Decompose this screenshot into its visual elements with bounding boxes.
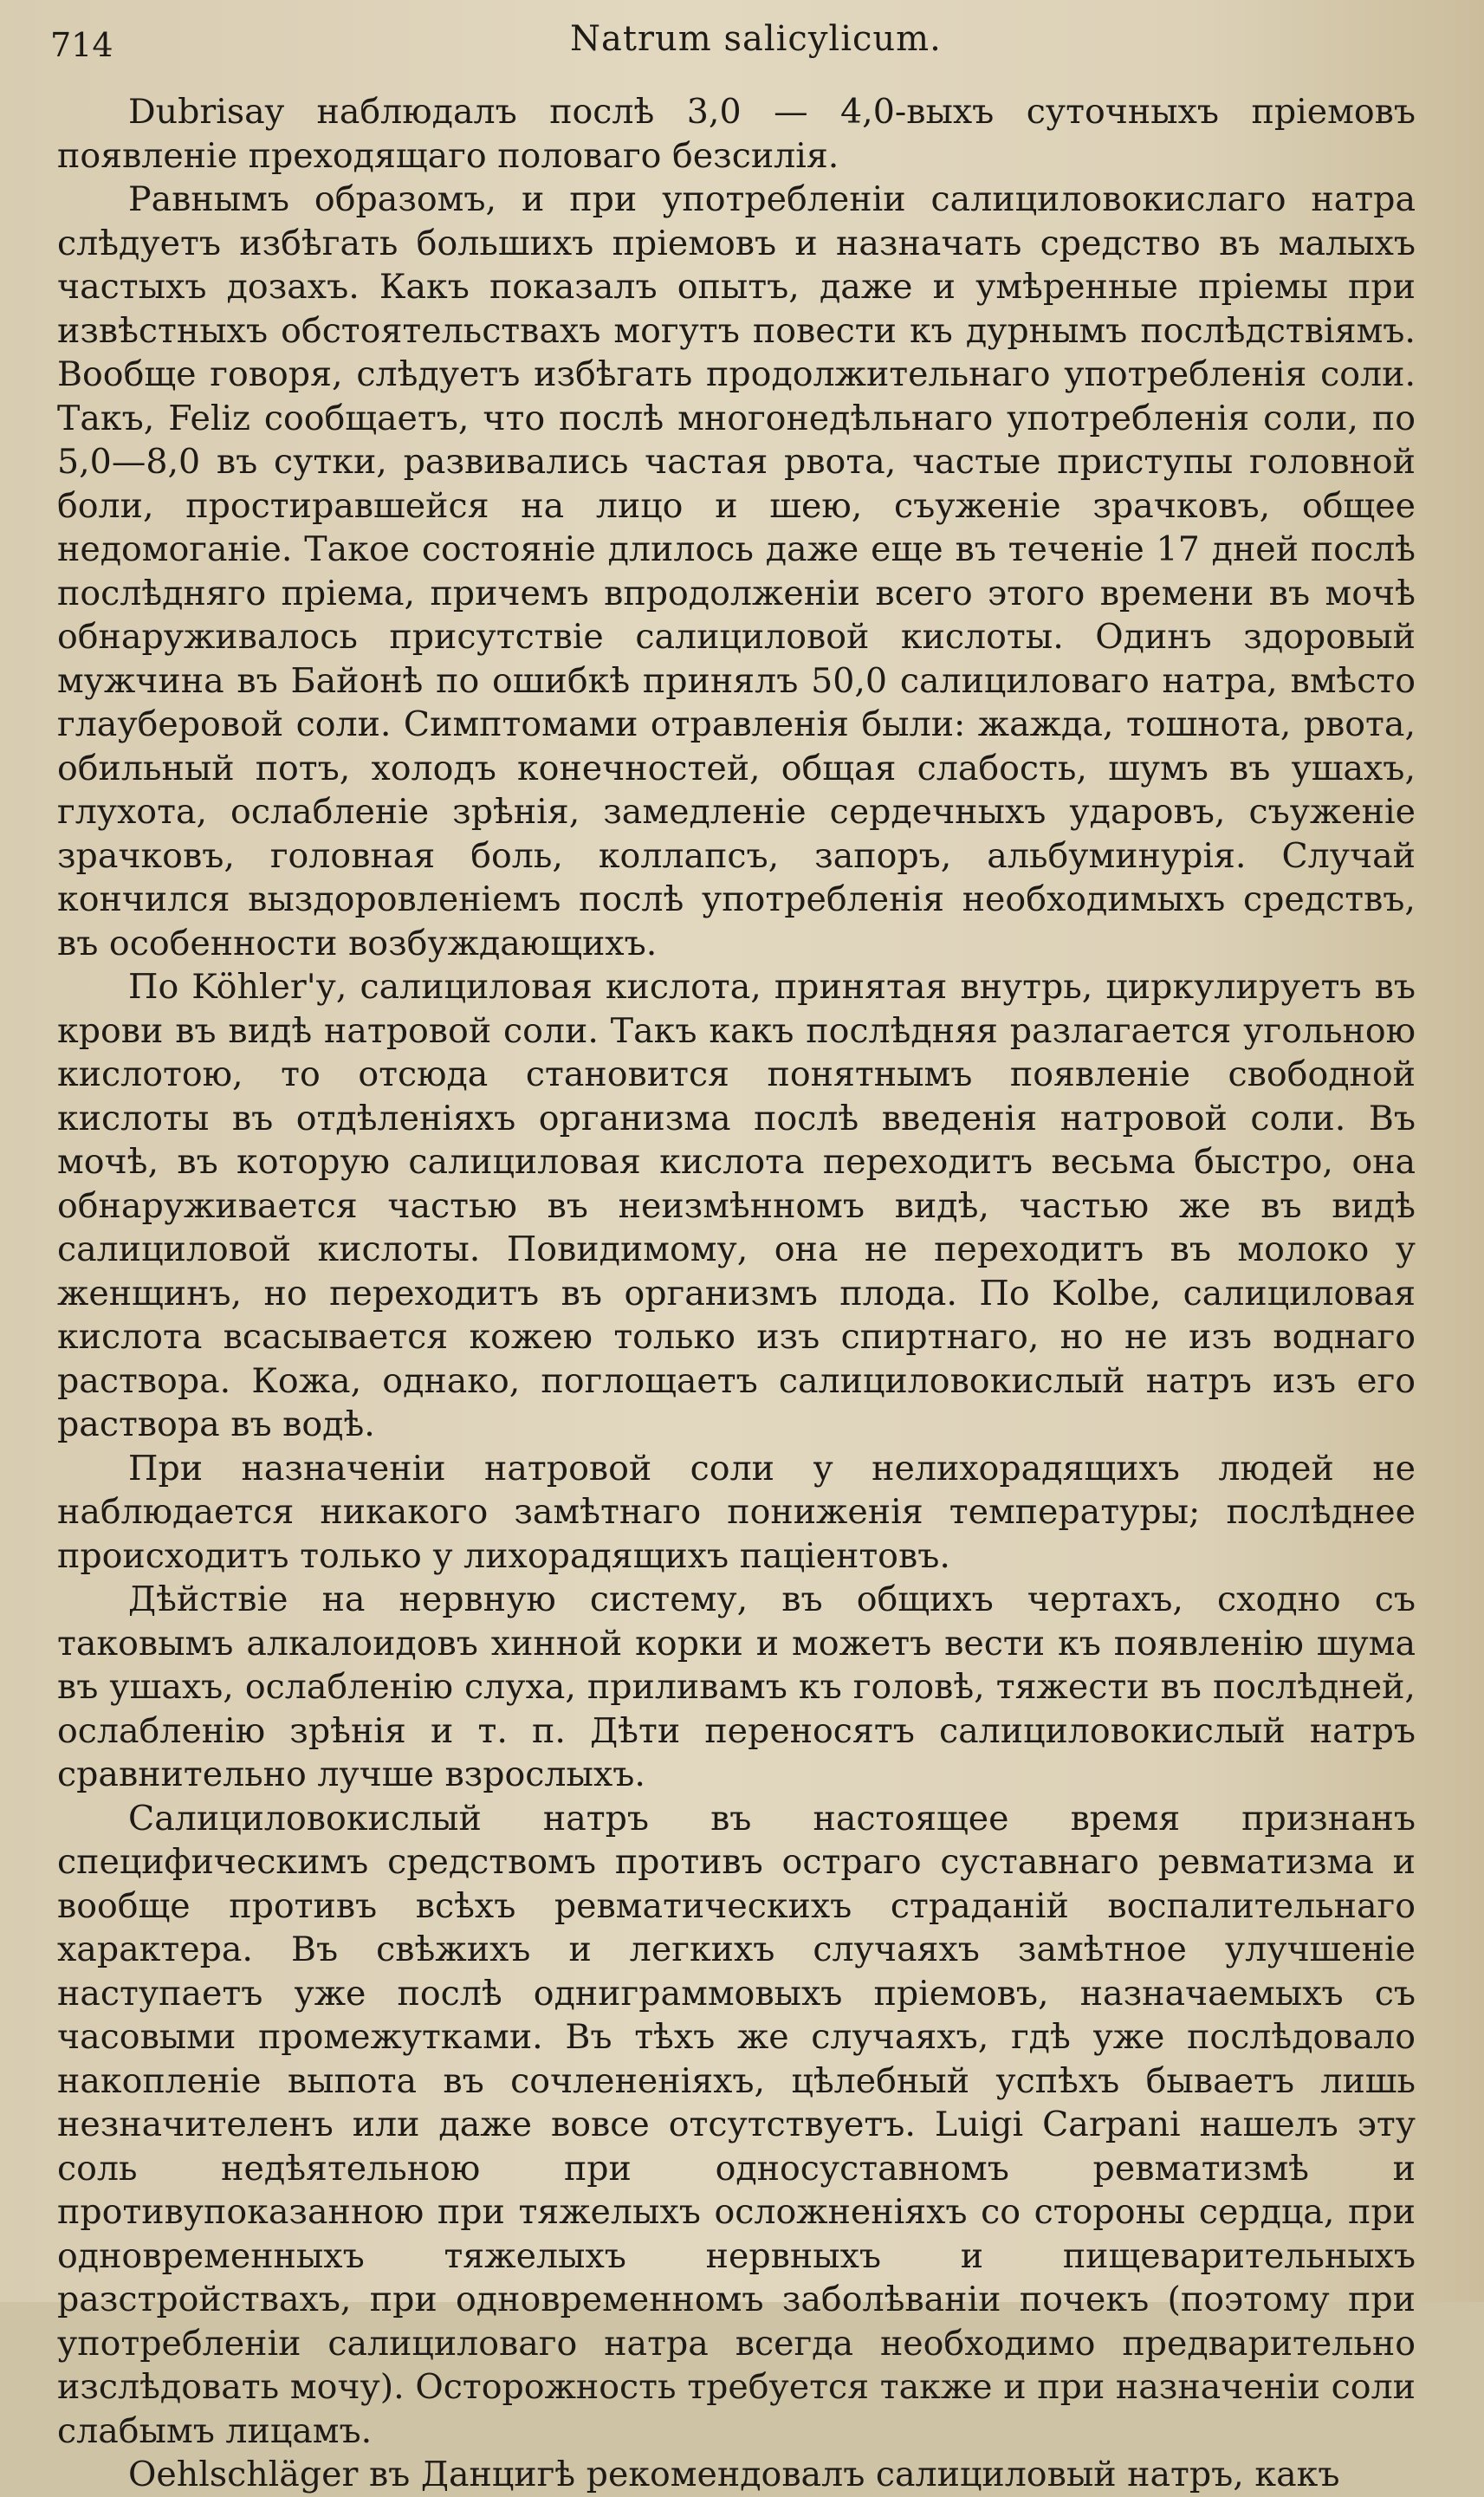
paragraph-large-doses: Равнымъ образомъ, и при употребленіи салициловокислаго натра слѣдуетъ избѣгать большихъ пріемовъ и назначать средство въ малыхъ частыхъ дозахъ. Какъ показалъ опытъ, даже и умѣренные пріемы при извѣстныхъ обстоятельствахъ могутъ повести къ дурнымъ послѣдствіямъ. Вообще говоря, слѣдуетъ избѣгать продолжительнаго употребленія соли. Такъ, Feliz сообщаетъ, что послѣ многонедѣльнаго употребленія соли, по 5,0—8,0 въ сутки, развивались частая рвота, частые приступы головной боли, простиравшейся на лицо и шею, съуженіе зрачковъ, общее недомоганіе. Такое состояніе длилось даже еще въ теченіе 17 дней послѣ послѣдняго пріема, причемъ впродолженіи всего этого времени въ мочѣ обнаруживалось присутствіе салициловой кислоты. Одинъ здоровый мужчина въ Байонѣ по ошибкѣ принялъ 50,0 салициловаго натра, вмѣсто глауберовой соли. Симптомами отравленія были: жажда, тошнота, рвота, обильный потъ, холодъ конечностей, общая слабость, шумъ въ ушахъ, глухота, ослабленіе зрѣнія, замедленіе сердечныхъ ударовъ, съуженіе зрачковъ, головная боль, коллапсъ, запоръ, альбуминурія. Случай кончился выздоровленіемъ послѣ употребленія необходимыхъ средствъ, въ особенности возбуждающихъ. — [57, 179, 1416, 963]
paragraph-dubrisay: Dubrisay наблюдалъ послѣ 3,0 — 4,0-выхъ суточныхъ пріемовъ появленіе преходящаго половаго безсилія. — [57, 92, 1416, 176]
paragraph-rheumatism: Салициловокислый натръ въ настоящее время признанъ специфическимъ средствомъ противъ остраго суставнаго ревматизма и вообще противъ всѣхъ ревматическихъ страданій воспалительнаго характера. Въ свѣжихъ и легкихъ случаяхъ замѣтное улучшеніе наступаетъ уже послѣ одниграммовыхъ пріемовъ, назначаемыхъ съ часовыми промежутками. Въ тѣхъ же случаяхъ, гдѣ уже послѣдовало накопленіе выпота въ сочлененіяхъ, цѣлебный успѣхъ бываетъ лишь незначителенъ или даже вовсе отсутствуетъ. Luigi Carpani нашелъ эту соль недѣятельною при односуставномъ ревматизмѣ и противупоказанною при тяжелыхъ осложненіяхъ со стороны сердца, при одновременныхъ тяжелыхъ нервныхъ и пищеварительныхъ разстройствахъ, при одновременномъ заболѣваніи почекъ (поэтому при употребленіи салициловаго натра всегда необходимо предварительно изслѣдовать мочу). Осторожность требуется также и при назначеніи соли слабымъ лицамъ. — [57, 1798, 1416, 2451]
paragraph-kohler: По Köhler'у, салициловая кислота, принятая внутрь, циркулируетъ въ крови въ видѣ натровой соли. Такъ какъ послѣдняя разлагается угольною кислотою, то отсюда становится понятнымъ появленіе свободной кислоты въ отдѣленіяхъ организма послѣ введенія натровой соли. Въ мочѣ, въ которую салициловая кислота переходитъ весьма быстро, она обнаруживается частью въ неизмѣнномъ видѣ, частью же въ видѣ салициловой кислоты. Повидимому, она не переходитъ въ молоко у женщинъ, но переходитъ въ организмъ плода. По Kolbe, салициловая кислота всасывается кожею только изъ спиртнаго, но не изъ воднаго раствора. Кожа, однако, поглощаетъ салициловокислый натръ изъ его раствора въ водѣ. — [57, 967, 1416, 1444]
running-title: Natrum salicylicum. — [570, 19, 942, 59]
page-number: 714 — [50, 26, 113, 64]
page-header — [50, 19, 1449, 71]
body-text — [57, 90, 1416, 2497]
paragraph-nervous-system: Дѣйствіе на нервную систему, въ общихъ чертахъ, сходно съ таковымъ алкалоидовъ хинной корки и можетъ вести къ появленію шума въ ушахъ, ослабленію слуха, приливамъ къ головѣ, тяжести въ послѣдней, ослабленію зрѣнія и т. п. Дѣти переносятъ салициловокислый натръ сравнительно лучше взрослыхъ. — [57, 1579, 1416, 1794]
paragraph-oehlschlager: Oehlschläger въ Данцигѣ рекомендовалъ салициловый натръ, какъ — [128, 2455, 1340, 2494]
paragraph-temperature: При назначеніи натровой соли у нелихорадящихъ людей не наблюдается никакого замѣтнаго пониженія температуры; послѣднее происходитъ только у лихорадящихъ паціентовъ. — [57, 1448, 1416, 1576]
